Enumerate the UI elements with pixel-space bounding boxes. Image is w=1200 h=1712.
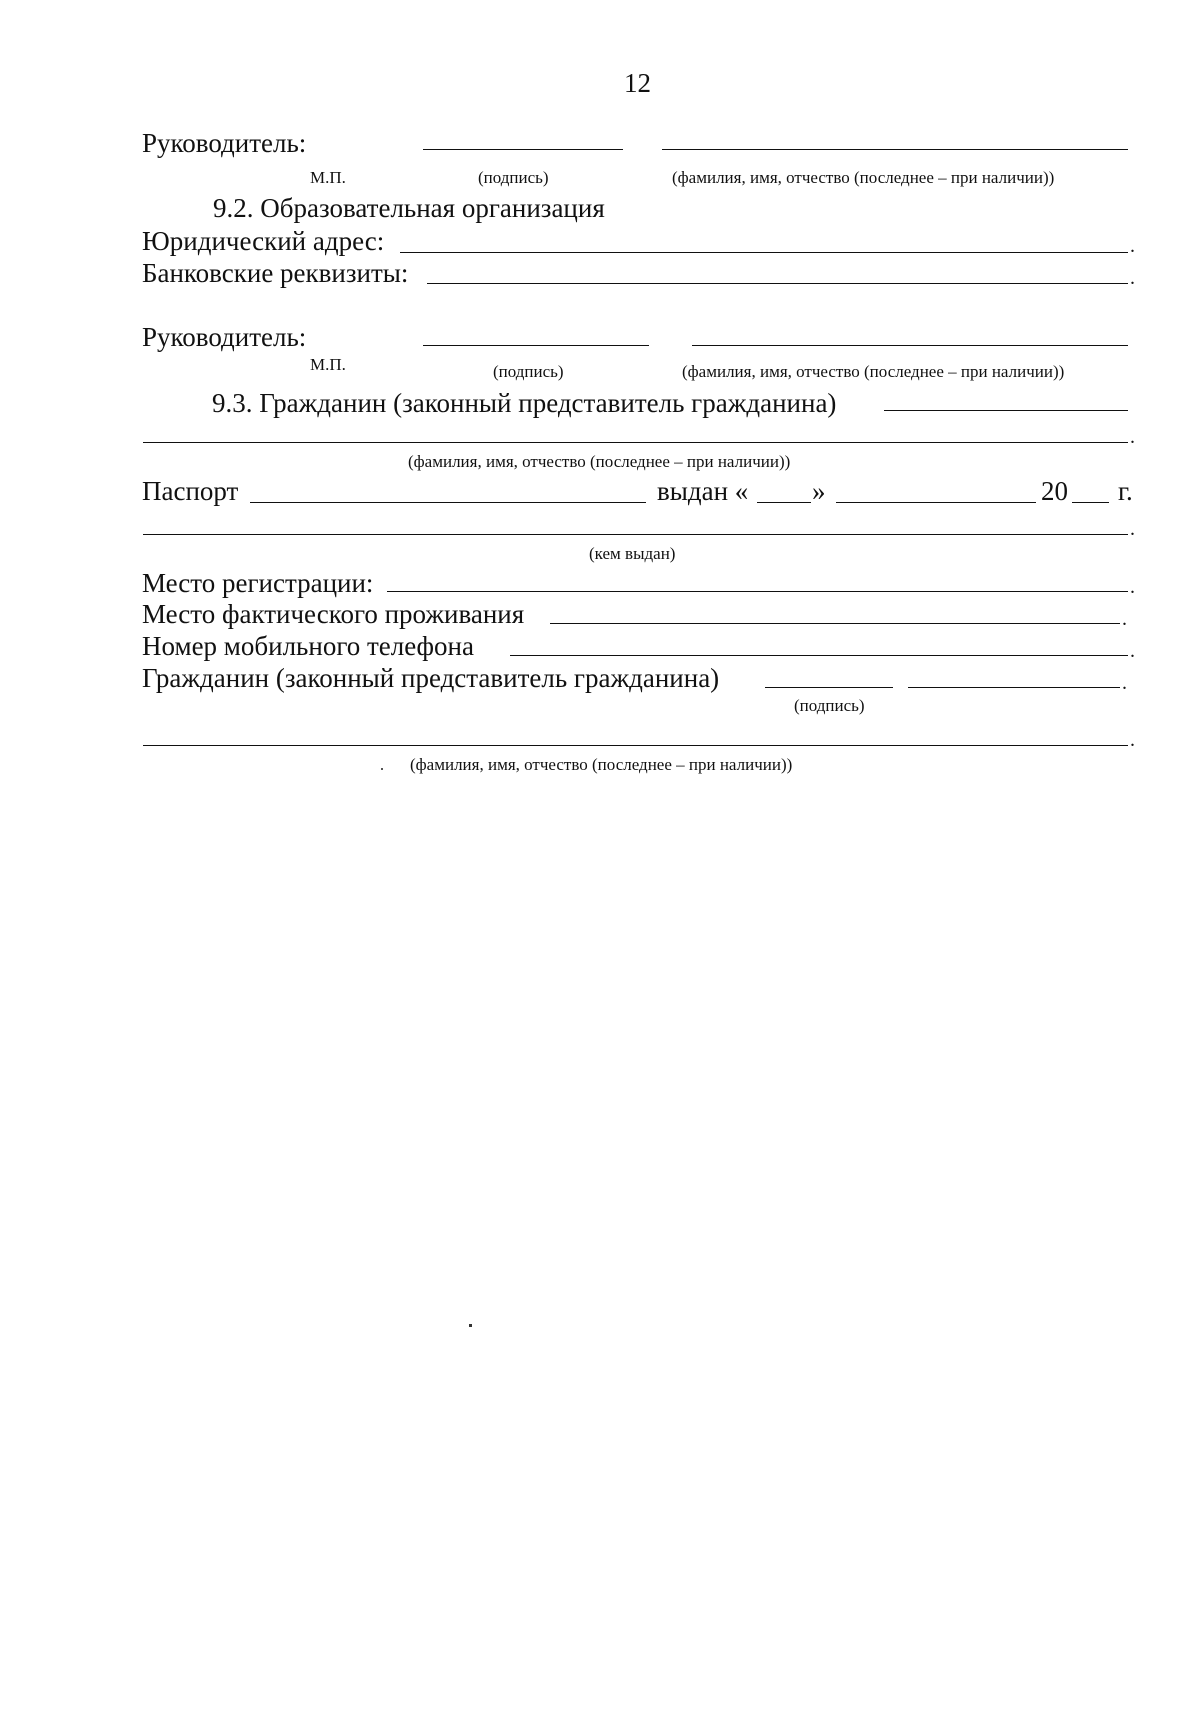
residence-field[interactable] — [550, 623, 1120, 624]
signature-field-2[interactable] — [423, 345, 649, 346]
fio-field-1[interactable] — [662, 149, 1128, 150]
citizen-sign-period: . — [1122, 672, 1127, 694]
year-prefix: 20 — [1041, 476, 1068, 506]
registration-field[interactable] — [387, 591, 1128, 592]
bank-details-period: . — [1130, 267, 1135, 289]
citizen-fio-bottom-period: . — [1130, 729, 1135, 751]
citizen-sign-label: Гражданин (законный представитель гражданина) — [142, 663, 720, 693]
legal-address-period: . — [1130, 235, 1135, 257]
stamp-mark-1: М.П. — [310, 168, 346, 187]
scan-speck — [469, 1324, 472, 1327]
year-suffix: г. — [1118, 476, 1133, 506]
issued-by-field[interactable] — [143, 534, 1128, 535]
issued-by-period: . — [1130, 518, 1135, 540]
legal-address-field[interactable] — [400, 252, 1128, 253]
head-label-1: Руководитель: — [142, 128, 307, 158]
legal-address-label: Юридический адрес: — [142, 226, 385, 256]
issued-by-caption: (кем выдан) — [589, 544, 676, 563]
issued-close-quote: » — [812, 476, 826, 506]
section-heading-9-2: 9.2. Образовательная организация — [213, 193, 605, 223]
citizen-signature-field[interactable] — [765, 687, 893, 688]
registration-label: Место регистрации: — [142, 568, 374, 598]
issued-label: выдан « — [657, 476, 749, 506]
residence-period: . — [1122, 608, 1127, 630]
phone-field[interactable] — [510, 655, 1128, 656]
bank-details-field[interactable] — [427, 283, 1128, 284]
fio-caption-2: (фамилия, имя, отчество (последнее – при наличии)) — [682, 362, 1065, 381]
citizen-sign-name-field[interactable] — [908, 687, 1120, 688]
citizen-signature-caption: (подпись) — [794, 696, 865, 715]
scan-speck — [381, 768, 383, 770]
citizen-fio-bottom-field[interactable] — [143, 745, 1128, 746]
issued-month-field[interactable] — [836, 502, 1036, 503]
citizen-fio-bottom-caption: (фамилия, имя, отчество (последнее – при наличии)) — [410, 755, 793, 774]
passport-number-field[interactable] — [250, 502, 646, 503]
registration-period: . — [1130, 576, 1135, 598]
phone-label: Номер мобильного телефона — [142, 631, 474, 661]
stamp-mark-2: М.П. — [310, 355, 346, 374]
phone-period: . — [1130, 640, 1135, 662]
issued-day-field[interactable] — [757, 502, 811, 503]
issued-year-field[interactable] — [1072, 502, 1109, 503]
citizen-fio-field[interactable] — [143, 442, 1128, 443]
residence-label: Место фактического проживания — [142, 599, 525, 629]
section-heading-9-3: 9.3. Гражданин (законный представитель гражданина) — [212, 388, 837, 418]
citizen-fio-caption: (фамилия, имя, отчество (последнее – при наличии)) — [408, 452, 791, 471]
fio-field-2[interactable] — [692, 345, 1128, 346]
signature-field-1[interactable] — [423, 149, 623, 150]
signature-caption-1: (подпись) — [478, 168, 549, 187]
signature-caption-2: (подпись) — [493, 362, 564, 381]
citizen-fio-field-start[interactable] — [884, 410, 1128, 411]
page-number: 12 — [624, 68, 651, 98]
fio-caption-1: (фамилия, имя, отчество (последнее – при наличии)) — [672, 168, 1055, 187]
citizen-fio-period: . — [1130, 426, 1135, 448]
bank-details-label: Банковские реквизиты: — [142, 258, 409, 288]
head-label-2: Руководитель: — [142, 322, 307, 352]
passport-label: Паспорт — [142, 476, 239, 506]
